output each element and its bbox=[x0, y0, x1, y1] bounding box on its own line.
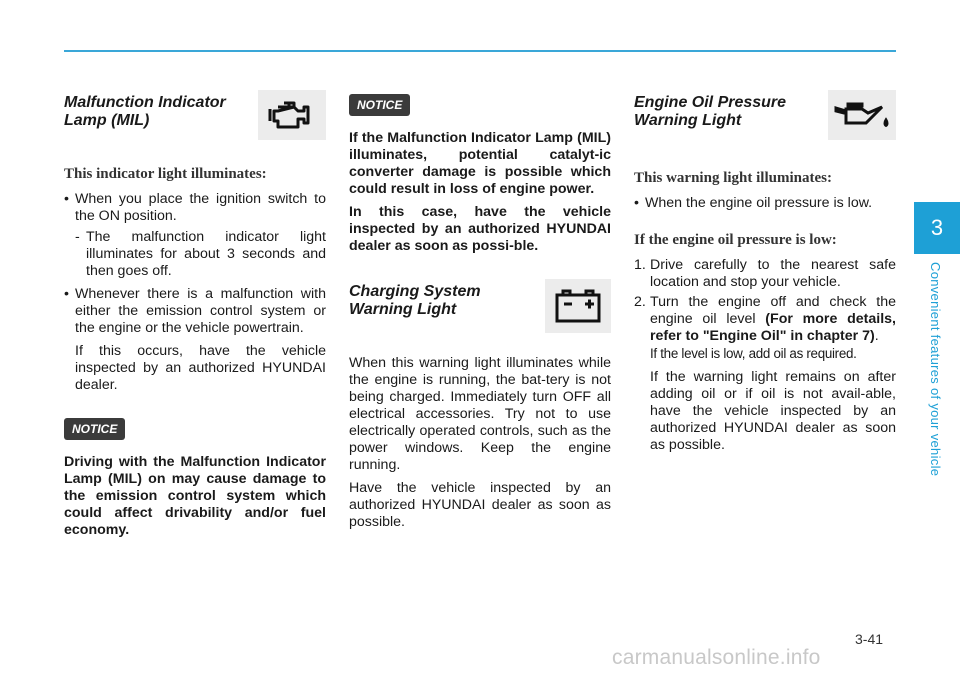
header-rule bbox=[64, 50, 896, 52]
oil-subheading-2: If the engine oil pressure is low: bbox=[634, 232, 837, 248]
dash-mark: - bbox=[75, 229, 80, 245]
oil-step-2-period: . bbox=[874, 328, 879, 344]
chapter-tab: 3 bbox=[914, 202, 960, 254]
charging-title: Charging System Warning Light bbox=[349, 283, 481, 318]
mil-header bbox=[64, 90, 326, 140]
oil-title: Engine Oil Pressure Warning Light bbox=[634, 94, 787, 129]
check-engine-icon bbox=[258, 90, 326, 140]
column-mil bbox=[64, 90, 326, 539]
mil-bullet-2: • Whenever there is a malfunction with either the emission control system or the engine or the vehicle powertrain. bbox=[64, 286, 326, 337]
step-number-2: 2. bbox=[634, 294, 646, 310]
column-oil bbox=[634, 90, 896, 454]
oil-step-2-followup: If the warning light remains on after adding oil or if oil is not avail-able, have the vehicle inspected by an authorized HYUNDAI dealer as soon as possible. bbox=[650, 369, 896, 453]
mil-title: Malfunction Indicator Lamp (MIL) bbox=[64, 94, 226, 129]
oil-step-2 bbox=[634, 294, 896, 363]
oil-header bbox=[634, 90, 896, 140]
notice-badge-2: NOTICE bbox=[349, 94, 410, 116]
step-number-1: 1. bbox=[634, 257, 646, 273]
oil-step-1-text: Drive carefully to the nearest safe location and stop your vehicle. bbox=[650, 257, 896, 290]
page-number: 3-41 bbox=[855, 631, 884, 647]
mil-notice bbox=[64, 418, 326, 539]
chapter-title: Convenient features of your vehicle bbox=[928, 262, 943, 477]
oil-bullet-1: • When the engine oil pressure is low. bbox=[634, 195, 896, 212]
notice2-para-2: In this case, have the vehicle inspected by an authorized HYUNDAI dealer as soon as possi-ble. bbox=[349, 204, 611, 254]
watermark: carmanualsonline.info bbox=[612, 646, 821, 669]
charging-header bbox=[349, 279, 611, 333]
notice-badge: NOTICE bbox=[64, 418, 125, 440]
oil-subheading-1: This warning light illuminates: bbox=[634, 170, 832, 186]
mil-dash-text: The malfunction indicator light illuminates for about 3 seconds and then goes off. bbox=[86, 229, 326, 279]
charging-para-1: When this warning light illuminates while the engine is running, the bat-tery is not being charged. Immediately turn OFF all electrical accessories. Try not to use electrically operated controls, such as the power windows. Keep the engine running. bbox=[349, 355, 611, 473]
mil-notice-text: Driving with the Malfunction Indicator Lamp (MIL) on may cause damage to the emission control system which could affect drivability and/or fuel economy. bbox=[64, 454, 326, 538]
oil-step-2-add: If the level is low, add oil as required. bbox=[650, 346, 857, 361]
column-charging bbox=[349, 90, 611, 531]
oil-can-icon bbox=[828, 90, 896, 140]
oil-step-1 bbox=[634, 257, 896, 291]
battery-icon bbox=[545, 279, 611, 333]
mil-bullet-1: • When you place the ignition switch to the ON position. bbox=[64, 191, 326, 225]
mil-subheading: This indicator light illuminates: bbox=[64, 166, 267, 182]
mil-followup: If this occurs, have the vehicle inspected by an authorized HYUNDAI dealer. bbox=[75, 343, 326, 393]
notice2-para-1: If the Malfunction Indicator Lamp (MIL) illuminates, potential catalyt-ic converter damage is possible which could result in loss of engine power. bbox=[349, 130, 611, 197]
oil-step-2-reference: (For more details, refer to "Engine Oil" in chapter 7) bbox=[650, 311, 896, 344]
charging-para-2: Have the vehicle inspected by an authorized HYUNDAI dealer as soon as possible. bbox=[349, 480, 611, 530]
oil-step-2-text: Turn the engine off and check the engine oil level bbox=[650, 294, 896, 327]
mil-dash-item bbox=[64, 229, 326, 280]
notice-block bbox=[349, 94, 611, 116]
